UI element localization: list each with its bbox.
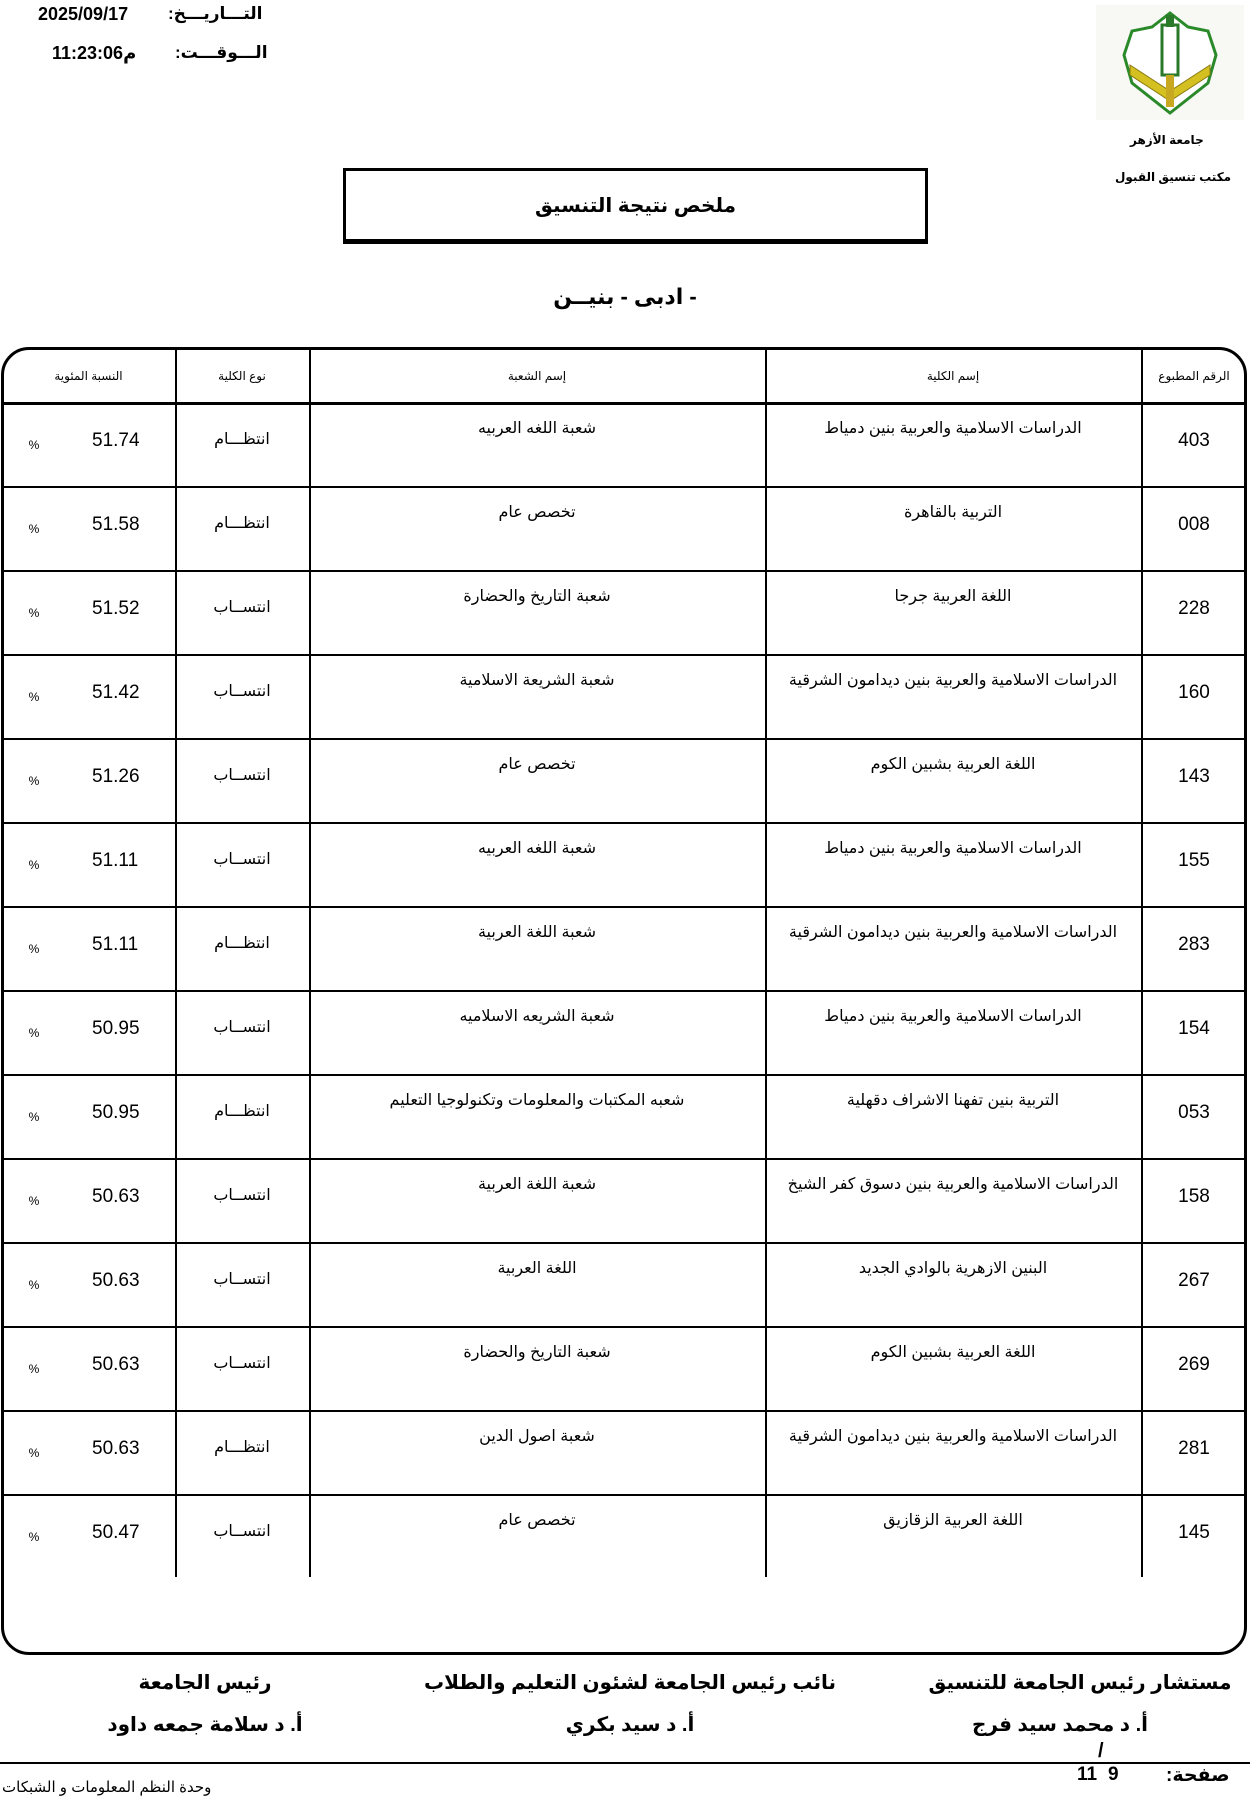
university-logo [1096,5,1244,120]
cell-college: اللغة العربية بشبين الكوم [870,1344,1036,1361]
signature-name-1: أ. د محمد سيد فرج [972,1714,1148,1736]
slash-mark: / [1098,1740,1104,1762]
page-current: 9 [1108,1764,1119,1785]
row-divider [2,486,1246,488]
cell-branch: تخصص عام [498,504,576,521]
percent-sign: % [28,1110,40,1124]
cell-code: 053 [1178,1102,1210,1123]
cell-branch: تخصص عام [498,1512,576,1529]
header-college: إسم الكلية [926,369,980,383]
time-label: الـــوقـــت: [175,43,268,62]
cell-type: انتســاب [213,683,271,700]
date-value: 2025/09/17 [38,4,129,24]
percent-sign: % [28,606,40,620]
cell-branch: شعبة الشريعة الاسلامية [459,672,615,689]
cell-percent: 50.95 [92,1102,140,1123]
row-divider [2,1158,1246,1160]
footer-divider [0,1762,1250,1764]
header-type: نوع الكلية [218,369,266,383]
cell-type: انتســاب [213,767,271,784]
cell-branch: شعبه المكتبات والمعلومات وتكنولوجيا التعليم [389,1092,685,1109]
signature-role-3: رئيس الجامعة [138,1672,272,1694]
row-divider [2,822,1246,824]
cell-college: البنين الازهرية بالوادي الجديد [858,1260,1048,1277]
cell-code: 160 [1178,682,1210,703]
cell-type: انتســاب [213,1355,271,1372]
report-title: ملخص نتيجة التنسيق [343,168,928,244]
cell-percent: 50.95 [92,1018,140,1039]
cell-percent: 51.42 [92,682,140,703]
cell-code: 269 [1178,1354,1210,1375]
cell-college: اللغة العربية جرجا [894,588,1012,605]
cell-code: 281 [1178,1438,1210,1459]
cell-code: 155 [1178,850,1210,871]
cell-branch: اللغة العربية [497,1260,577,1277]
cell-type: انتســاب [213,1187,271,1204]
page-total: 11 [1077,1764,1098,1785]
cell-college: الدراسات الاسلامية والعربية بنين دمياط [824,420,1082,437]
cell-code: 267 [1178,1270,1210,1291]
percent-sign: % [28,1446,40,1460]
signature-role-2: نائب رئيس الجامعة لشئون التعليم والطلاب [423,1672,837,1694]
percent-sign: % [28,522,40,536]
report-subtitle: - ادبى - بنيــن [553,284,697,309]
signature-role-1: مستشار رئيس الجامعة للتنسيق [928,1672,1232,1694]
cell-college: الدراسات الاسلامية والعربية بنين دسوق كفر الشيخ [787,1176,1119,1193]
cell-percent: 50.63 [92,1270,140,1291]
cell-percent: 51.11 [92,850,139,871]
cell-college: اللغة العربية بشبين الكوم [870,756,1036,773]
cell-code: 008 [1178,514,1210,535]
percent-sign: % [28,1278,40,1292]
percent-sign: % [28,858,40,872]
cell-percent: 50.63 [92,1186,140,1207]
cell-type: انتظـــام [214,1439,270,1456]
cell-code: 154 [1178,1018,1210,1039]
cell-code: 145 [1178,1522,1210,1543]
cell-type: انتســاب [213,599,271,616]
cell-type: انتظـــام [214,1103,270,1120]
cell-type: انتظـــام [214,431,270,448]
percent-sign: % [28,1530,40,1544]
row-divider [2,570,1246,572]
cell-percent: 50.63 [92,1438,140,1459]
cell-type: انتســاب [213,1019,271,1036]
header-divider [2,402,1246,405]
cell-code: 403 [1178,430,1210,451]
cell-college: التربية بنين تفهنا الاشراف دقهلية [846,1092,1060,1109]
cell-branch: شعبة اللغه العربيه [477,420,597,437]
percent-sign: % [28,1026,40,1040]
column-divider [309,347,311,1577]
percent-sign: % [28,774,40,788]
row-divider [2,1326,1246,1328]
cell-percent: 51.11 [92,934,139,955]
percent-sign: % [28,1362,40,1376]
cell-code: 228 [1178,598,1210,619]
cell-percent: 51.26 [92,766,140,787]
percent-sign: % [28,690,40,704]
row-divider [2,1494,1246,1496]
column-divider [765,347,767,1577]
row-divider [2,654,1246,656]
cell-percent: 51.58 [92,514,140,535]
percent-sign: % [28,942,40,956]
cell-branch: شعبة التاريخ والحضارة [463,588,611,605]
cell-percent: 50.47 [92,1522,140,1543]
page-label: صفحة: [1166,1765,1230,1786]
cell-branch: شعبة اللغة العربية [477,1176,597,1193]
cell-college: الدراسات الاسلامية والعربية بنين ديدامون الشرقية [788,1428,1118,1445]
header-branch: إسم الشعبة [507,369,567,383]
cell-percent: 50.63 [92,1354,140,1375]
cell-code: 283 [1178,934,1210,955]
unit-name: وحدة النظم المعلومات و الشبكات [2,1779,212,1796]
cell-branch: تخصص عام [498,756,576,773]
cell-college: التربية بالقاهرة [903,504,1003,521]
cell-college: الدراسات الاسلامية والعربية بنين ديدامون الشرقية [788,672,1118,689]
cell-percent: 51.74 [92,430,140,451]
cell-type: انتســاب [213,1271,271,1288]
row-divider [2,990,1246,992]
cell-college: الدراسات الاسلامية والعربية بنين دمياط [824,1008,1082,1025]
cell-type: انتســاب [213,851,271,868]
cell-code: 158 [1178,1186,1210,1207]
cell-type: انتظـــام [214,515,270,532]
cell-college: الدراسات الاسلامية والعربية بنين ديدامون الشرقية [788,924,1118,941]
percent-sign: % [28,438,40,452]
cell-branch: شعبة التاريخ والحضارة [463,1344,611,1361]
cell-percent: 51.52 [92,598,140,619]
cell-college: اللغة العربية الزقازيق [883,1512,1023,1529]
cell-branch: شعبة اصول الدين [479,1428,595,1445]
row-divider [2,1410,1246,1412]
row-divider [2,906,1246,908]
cell-branch: شعبة الشريعه الاسلاميه [459,1008,615,1025]
row-divider [2,1242,1246,1244]
time-value: م11:23:06 [52,43,137,63]
header-code: الرقم المطبوع [1158,369,1230,383]
row-divider [2,738,1246,740]
cell-code: 143 [1178,766,1210,787]
signature-name-3: أ. د سلامة جمعه داود [107,1714,303,1736]
university-name: جامعة الأزهر [1130,133,1204,147]
cell-college: الدراسات الاسلامية والعربية بنين دمياط [824,840,1082,857]
date-label: التـــاريـــخ: [168,4,263,23]
office-name: مكتب تنسيق القبول [1115,170,1232,184]
percent-sign: % [28,1194,40,1208]
cell-type: انتســاب [213,1523,271,1540]
header-percent: النسبة المئوية [54,369,123,383]
cell-branch: شعبة اللغه العربيه [477,840,597,857]
cell-type: انتظـــام [214,935,270,952]
row-divider [2,1074,1246,1076]
cell-branch: شعبة اللغة العربية [477,924,597,941]
signature-name-2: أ. د سيد بكري [565,1714,695,1736]
